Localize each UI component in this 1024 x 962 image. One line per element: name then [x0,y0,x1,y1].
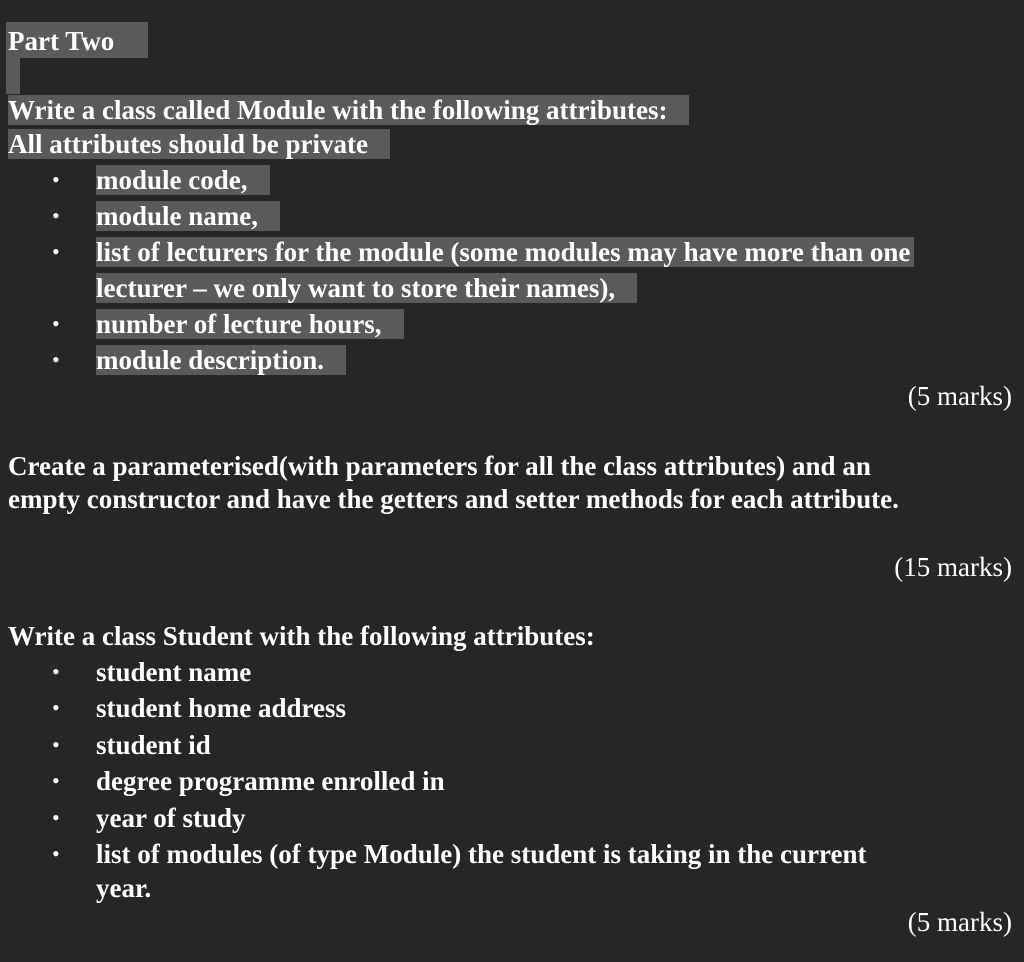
module-attr-code: module code, [96,163,270,197]
module-attr-name: module name, [96,199,280,233]
bullet-icon: • [52,311,60,336]
module-attr-hours: number of lecture hours, [96,307,404,341]
bullet-icon: • [52,805,60,830]
bullet-icon: • [52,659,60,684]
private-note: All attributes should be private [8,127,390,161]
student-attr-degree: degree programme enrolled in [96,766,445,796]
student-attr-id: student id [96,730,211,760]
student-attr-year: year of study [96,803,246,833]
student-marks: (5 marks) [907,907,1012,937]
bullet-icon: • [52,695,60,720]
bullet-icon: • [52,347,60,372]
student-attr-modules: list of modules (of type Module) the student is taking in the current [96,839,867,869]
bullet-icon: • [52,167,60,192]
student-intro: Write a class Student with the following attributes: [8,621,595,651]
constructor-marks: (15 marks) [894,552,1012,582]
bullet-icon: • [52,239,60,264]
module-attr-lecturers-cont: lecturer – we only want to store their names), [96,271,637,305]
module-marks: (5 marks) [907,381,1012,411]
module-attr-description: module description. [96,343,346,377]
bullet-icon: • [52,203,60,228]
part-title: Part Two [8,26,115,56]
module-attr-lecturers: list of lecturers for the module (some modules may have more than one [96,235,914,269]
constructor-line-2: empty constructor and have the getters and setter methods for each attribute. [8,484,899,514]
bullet-icon: • [52,768,60,793]
bullet-icon: • [52,841,60,866]
bullet-icon: • [52,732,60,757]
constructor-line-1: Create a parameterised(with parameters for all the class attributes) and an [8,451,871,481]
selection-highlight [6,58,20,94]
student-attr-address: student home address [96,693,347,723]
student-attr-modules-cont: year. [96,873,152,903]
student-attr-name: student name [96,657,252,687]
module-intro: Write a class called Module with the following attributes: [8,93,689,127]
